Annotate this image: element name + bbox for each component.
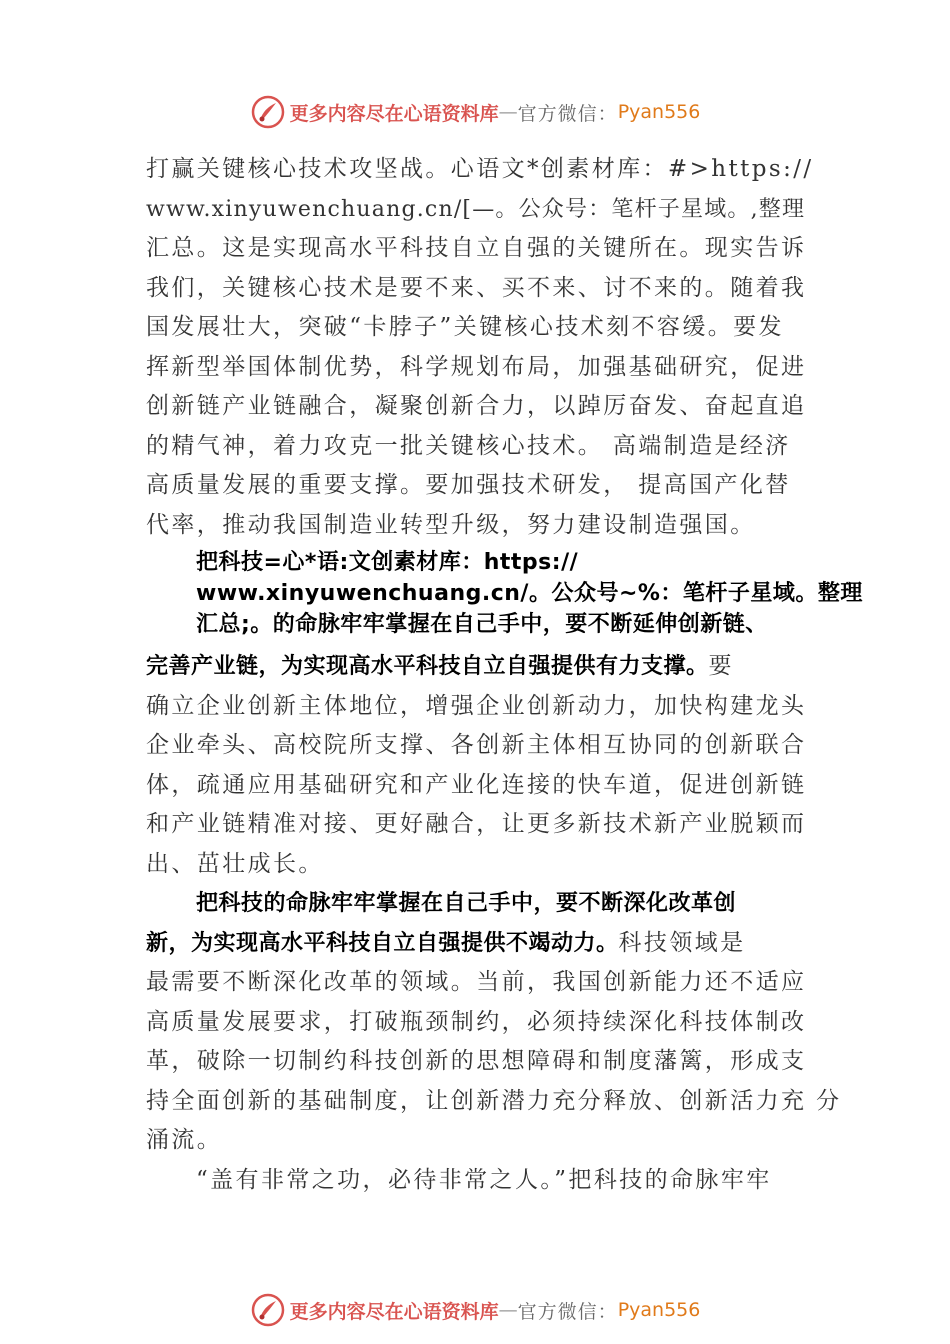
text-line: 最需要不断深化改革的领域。当前，我国创新能力还不适应 — [146, 969, 807, 995]
watermark-id: Pyan556 — [617, 101, 701, 123]
watermark-main-text: 更多内容尽在心语资料库 — [289, 1300, 499, 1323]
text-line: www.xinyuwenchuang.cn/[—。公众号：笔杆子星域。,整理 — [146, 196, 806, 222]
watermark-footer — [0, 1292, 950, 1328]
text-line: 确立企业创新主体地位，增强企业创新动力，加快构建龙头 — [146, 692, 807, 719]
brush-logo-icon — [250, 1292, 286, 1328]
bold-heading-line: 汇总;。的命脉牢牢掌握在自己手中，要不断延伸创新链、 — [196, 612, 768, 637]
text-line: 企业牵头、高校院所支撑、各创新主体相互协同的创新联合 — [146, 732, 807, 758]
watermark-header — [0, 94, 950, 130]
bold-lead-text: 新，为实现高水平科技自立自强提供不竭动力。 — [146, 930, 619, 956]
bold-heading-line: www.xinyuwenchuang.cn/。公众号~%：笔杆子星域。整理 — [196, 581, 863, 606]
watermark-separator: — — [498, 101, 518, 123]
text-line: 革，破除一切制约科技创新的思想障碍和制度藩篱，形成支 — [146, 1048, 807, 1074]
text-line: 涌流。 — [146, 1127, 223, 1153]
text-line: 我们，关键核心技术是要不来、买不来、讨不来的。随着我 — [146, 274, 807, 301]
text-line: 和产业链精准对接、更好融合，让更多新技术新产业脱颖而 — [146, 811, 807, 837]
text-line: 高质量发展要求，打破瓶颈制约，必须持续深化科技体制改 — [146, 1008, 807, 1035]
paragraph-lead-line — [146, 924, 836, 964]
bold-heading-line: 把科技=心*语:文创素材库：https:// — [196, 550, 579, 575]
text-line: 高质量发展的重要支撑。要加强技术研发， 提高国产化替 — [146, 472, 791, 498]
bold-lead-text: 完善产业链，为实现高水平科技自立自强提供有力支撑。 — [146, 654, 709, 679]
lead-rest-text: 要 — [708, 653, 734, 679]
lead-rest-text: 科技领域是 — [618, 929, 746, 956]
text-line: 汇总。这是实现高水平科技自立自强的关键所在。现实告诉 — [146, 235, 807, 261]
watermark-id: Pyan556 — [617, 1299, 701, 1321]
text-line: 的精气神，着力攻克一批关键核心技术。 高端制造是经济 — [146, 432, 791, 459]
watermark-label: 官方微信： — [517, 1300, 618, 1323]
text-line: 挥新型举国体制优势，科学规划布局，加强基础研究，促进 — [146, 353, 807, 380]
paragraph-lead-line — [146, 647, 836, 687]
text-line: 持全面创新的基础制度，让创新潜力充分释放、创新活力充 分 — [146, 1087, 842, 1114]
watermark-label: 官方微信： — [517, 102, 618, 125]
brush-logo-icon — [250, 94, 286, 130]
watermark-separator: — — [498, 1299, 518, 1321]
text-line: 创新链产业链融合，凝聚创新合力，以踔厉奋发、奋起直追 — [146, 393, 807, 419]
watermark-main-text: 更多内容尽在心语资料库 — [289, 102, 499, 125]
text-line: 出、茁壮成长。 — [146, 850, 324, 877]
text-line: 体，疏通应用基础研究和产业化连接的快车道，促进创新链 — [146, 771, 807, 798]
text-line: 国发展壮大，突破“卡脖子”关键核心技术刻不容缓。要发 — [146, 314, 784, 340]
document-body — [146, 150, 863, 1200]
bold-heading-line: 把科技的命脉牢牢掌握在自己手中，要不断深化改革创 — [196, 891, 737, 916]
text-line: 打赢关键核心技术攻坚战。心语文*创素材库：#>https:// — [146, 156, 814, 182]
text-line: 代率，推动我国制造业转型升级，努力建设制造强国。 — [146, 511, 756, 538]
text-line: “盖有非常之功，必待非常之人。”把科技的命脉牢牢 — [196, 1166, 772, 1193]
